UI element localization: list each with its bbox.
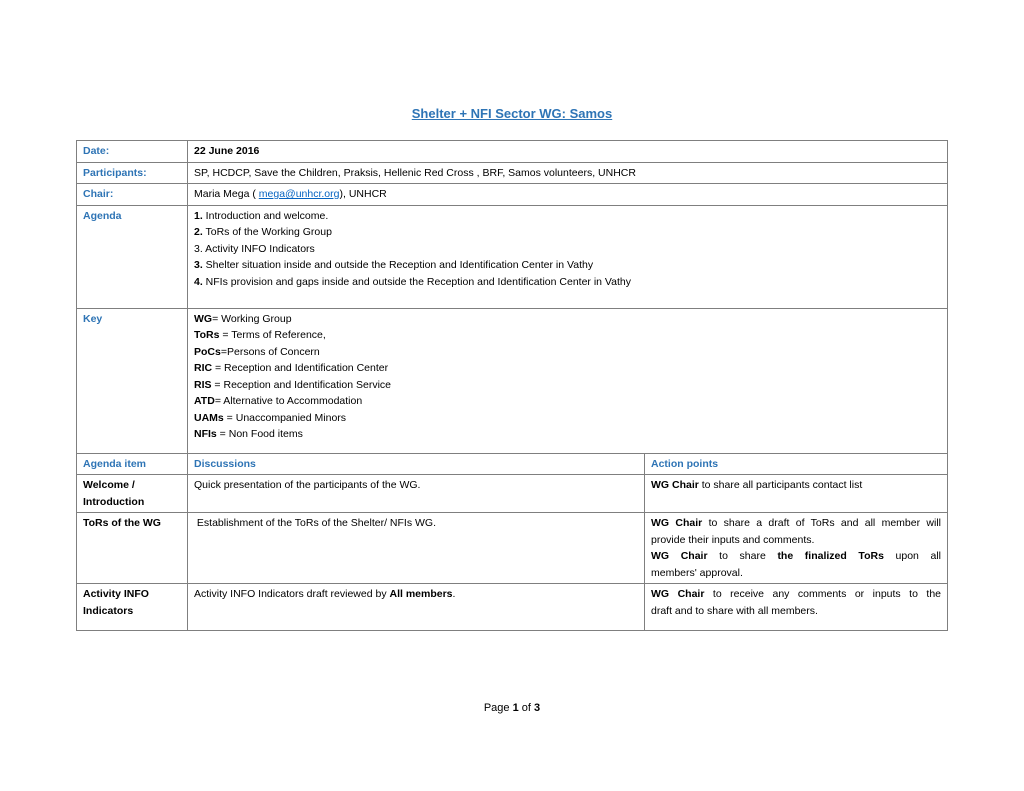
- participants-row: [77, 162, 948, 184]
- key-item: PoCs=Persons of Concern: [194, 345, 320, 358]
- row-discussion: Activity INFO Indicators draft reviewed by All members.: [188, 584, 645, 631]
- document-title: Shelter + NFI Sector WG: Samos: [411, 106, 613, 121]
- key-item: ToRs = Terms of Reference,: [194, 329, 326, 341]
- agenda-item: 1. Introduction and welcome.: [194, 209, 329, 222]
- row-discussion: Quick presentation of the participants of the WG.: [188, 475, 645, 513]
- chair-value: [188, 184, 948, 206]
- agenda-item: 4. NFIs provision and gaps inside and outside the Reception and Identification Center in Vathy: [194, 275, 631, 288]
- date-label: Date:: [77, 141, 188, 163]
- key-item: UAMs = Unaccompanied Minors: [194, 411, 347, 424]
- date-row: [77, 141, 948, 163]
- key-item: RIS = Reception and Identification Service: [194, 378, 391, 391]
- row-item: ToRs of the WG: [77, 513, 188, 584]
- chair-email-link[interactable]: mega@unhcr.org: [258, 188, 340, 200]
- key-list: [188, 308, 948, 453]
- key-item: RIC = Reception and Identification Center: [194, 362, 389, 374]
- page-footer: Page 1 of 3: [483, 702, 541, 714]
- chair-name: Maria Mega (: [194, 188, 259, 200]
- agenda-row: [77, 205, 948, 308]
- header-row: [77, 453, 948, 475]
- key-item: NFIs = Non Food items: [194, 428, 303, 440]
- chair-row: [77, 184, 948, 206]
- row-action: WG Chair to share all participants contact list: [645, 475, 948, 513]
- date-value: 22 June 2016: [188, 141, 948, 163]
- table-row: [77, 513, 948, 584]
- agenda-label: Agenda: [77, 205, 188, 308]
- header-agenda-item: Agenda item: [77, 453, 188, 475]
- row-action: WG Chair to receive any comments or inputs to the draft and to share with all members.: [645, 584, 948, 631]
- row-action: WG Chair to share a draft of ToRs and all member will provide their inputs and comments. WG Chair to share the finalized ToRs upon all members' approval.: [645, 513, 948, 584]
- agenda-list: [188, 205, 948, 308]
- minutes-table: [76, 140, 948, 631]
- row-discussion: Establishment of the ToRs of the Shelter/ NFIs WG.: [188, 513, 645, 584]
- agenda-item: 3. Activity INFO Indicators: [194, 242, 315, 255]
- header-discussions: Discussions: [188, 453, 645, 475]
- total-pages: 3: [534, 702, 541, 714]
- agenda-item: 3. Shelter situation inside and outside the Reception and Identification Center in Vathy: [194, 259, 594, 271]
- agenda-item: 2. ToRs of the Working Group: [194, 226, 332, 238]
- key-label: Key: [77, 308, 188, 453]
- key-item: ATD= Alternative to Accommodation: [194, 395, 363, 407]
- current-page: 1: [512, 702, 519, 714]
- key-item: WG= Working Group: [194, 312, 292, 325]
- participants-value: SP, HCDCP, Save the Children, Praksis, Hellenic Red Cross , BRF, Samos volunteers, UNHCR: [188, 162, 948, 184]
- participants-label: Participants:: [77, 162, 188, 184]
- chair-org: ), UNHCR: [339, 188, 387, 200]
- table-row: [77, 584, 948, 631]
- key-row: [77, 308, 948, 453]
- row-item: Activity INFO Indicators: [77, 584, 188, 631]
- chair-label: Chair:: [77, 184, 188, 206]
- table-row: [77, 475, 948, 513]
- row-item: Welcome / Introduction: [77, 475, 188, 513]
- header-action-points: Action points: [645, 453, 948, 475]
